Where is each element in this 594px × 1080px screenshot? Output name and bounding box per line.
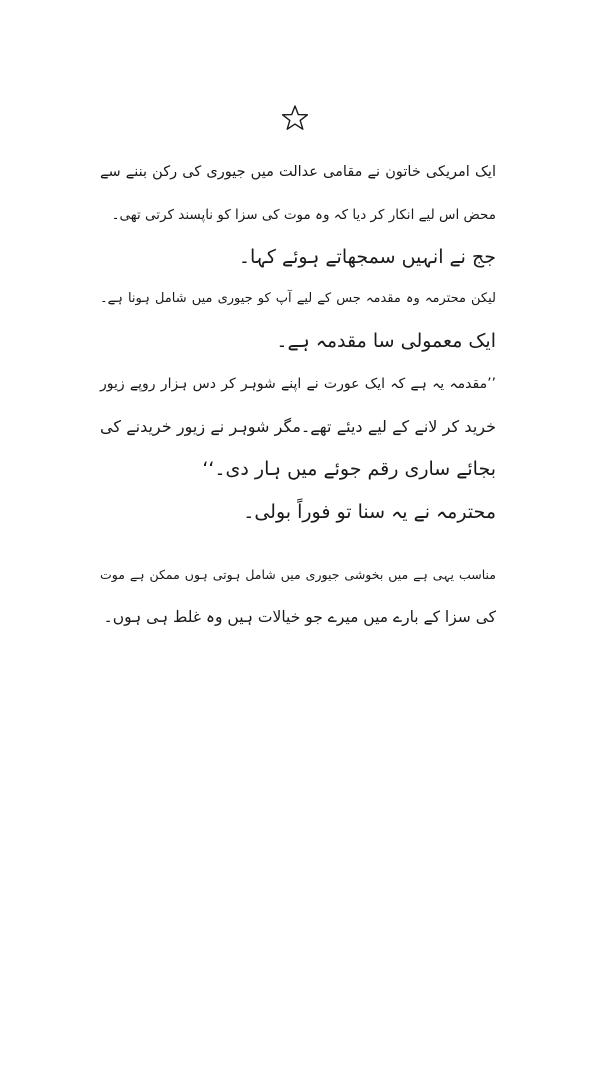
- text-line-2: محض اس لیے انکار کر دیا کہ وہ موت کی سزا کو ناپسند کرتی تھی۔: [111, 207, 496, 223]
- text-line-8: بجائے ساری رقم جوئے میں ہار دی۔‘‘: [202, 458, 496, 480]
- text-line-4: لیکن محترمہ وہ مقدمہ جس کے لیے آپ کو جیوری میں شامل ہونا ہے۔: [100, 291, 496, 306]
- text-line-6: ’’مقدمہ یہ ہے کہ ایک عورت نے اپنے شوہر کر دس ہزار روپے زیور: [100, 376, 496, 392]
- text-line-5: ایک معمولی سا مقدمہ ہے۔: [276, 330, 496, 352]
- text-line-3: جج نے انہیں سمجھاتے ہوئے کہا۔: [238, 246, 496, 268]
- text-line-7: خرید کر لانے کے لیے دیئے تھے۔مگر شوہر نے زیور خریدنے کی: [100, 417, 496, 436]
- text-line-1: ایک امریکی خاتون نے مقامی عدالت میں جیوری کی رکن بننے سے: [100, 164, 496, 180]
- text-line-9: محترمہ نے یہ سنا تو فوراً بولی۔: [243, 501, 496, 523]
- text-line-11: کی سزا کے بارے میں میرے جو خیالات ہیں وہ غلط ہی ہوں۔: [103, 608, 496, 626]
- star-outline-icon: [281, 104, 309, 132]
- text-line-10: مناسب یہی ہے میں بخوشی جیوری میں شامل ہوتی ہوں ممکن ہے موت: [100, 567, 496, 582]
